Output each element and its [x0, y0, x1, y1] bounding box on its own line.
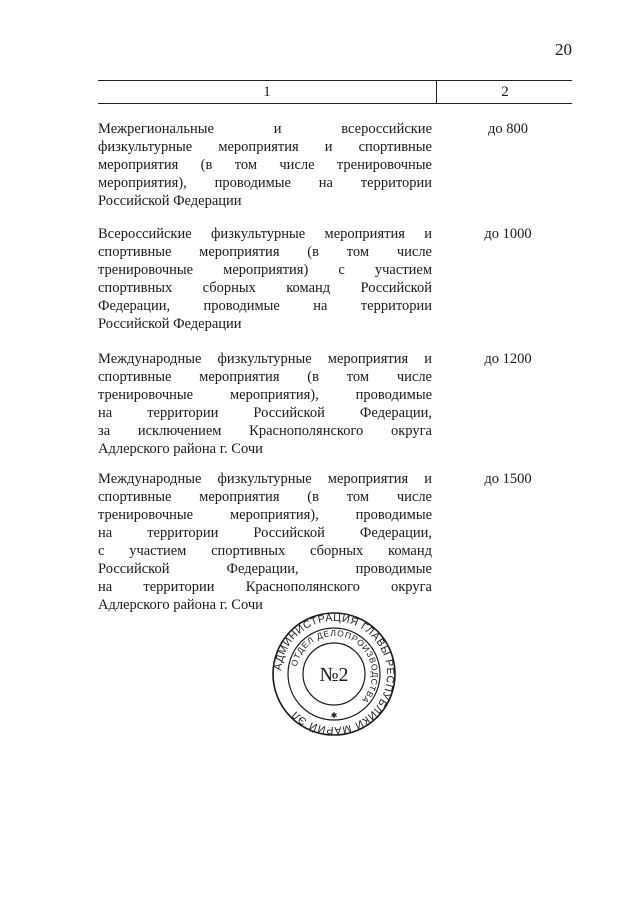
text-line: Адлерского района г. Сочи: [98, 597, 263, 613]
text-line: с участием спортивных сборных команд: [98, 543, 432, 559]
text-line: физкультурные мероприятия и спортивные: [98, 139, 432, 155]
text-line: спортивные мероприятия (в том числе: [98, 369, 432, 385]
text-line: Всероссийские физкультурные мероприятия и: [98, 226, 432, 242]
text-line: Российской Федерации: [98, 316, 242, 332]
text-line: мероприятия), проводимые на территории: [98, 175, 432, 191]
text-line: Российской Федерации: [98, 193, 242, 209]
stamp-center-text: №2: [319, 664, 349, 686]
row-value: до 1500: [484, 471, 532, 487]
row-value: до 1000: [484, 226, 532, 242]
row-value: до 1200: [484, 351, 532, 367]
stamp-outer-text: АДМИНИСТРАЦИЯ ГЛАВЫ РЕСПУБЛИКИ МАРИЙ ЭЛ: [272, 612, 396, 736]
text-line: мероприятия (в том числе тренировочные: [98, 157, 432, 173]
header-separator: [436, 81, 437, 103]
row-description: [98, 225, 432, 333]
text-line: за исключением Краснополянского округа: [98, 423, 432, 439]
header-col-2: 2: [501, 84, 509, 100]
text-line: тренировочные мероприятия) с участием: [98, 262, 432, 278]
text-line: Международные физкультурные мероприятия и: [98, 351, 432, 367]
text-line: Российской Федерации, проводимые: [98, 561, 432, 577]
stamp-inner-text: ОТДЕЛ ДЕЛОПРОИЗВОДСТВА: [288, 627, 381, 706]
text-line: Федерации, проводимые на территории: [98, 298, 432, 314]
text-line: спортивные мероприятия (в том числе: [98, 244, 432, 260]
row-value: до 800: [487, 121, 528, 137]
text-line: Межрегиональные и всероссийские: [98, 121, 432, 137]
text-line: Международные физкультурные мероприятия и: [98, 471, 432, 487]
text-line: на территории Российской Федерации,: [98, 525, 432, 541]
header-col-1: 1: [263, 84, 271, 100]
row-description: [98, 350, 432, 458]
table-header: [98, 80, 572, 104]
text-line: тренировочные мероприятия), проводимые: [98, 387, 432, 403]
official-stamp: [272, 612, 396, 736]
text-line: Адлерского района г. Сочи: [98, 441, 263, 457]
fees-table: [98, 80, 572, 613]
text-line: спортивные мероприятия (в том числе: [98, 489, 432, 505]
row-description: [98, 120, 432, 210]
stamp-star-icon: ✱: [330, 711, 338, 720]
row-description: [98, 470, 432, 614]
text-line: на территории Краснополянского округа: [98, 579, 432, 595]
text-line: тренировочные мероприятия), проводимые: [98, 507, 432, 523]
text-line: спортивных сборных команд Российской: [98, 280, 432, 296]
text-line: на территории Российской Федерации,: [98, 405, 432, 421]
page-number: 20: [555, 40, 572, 59]
